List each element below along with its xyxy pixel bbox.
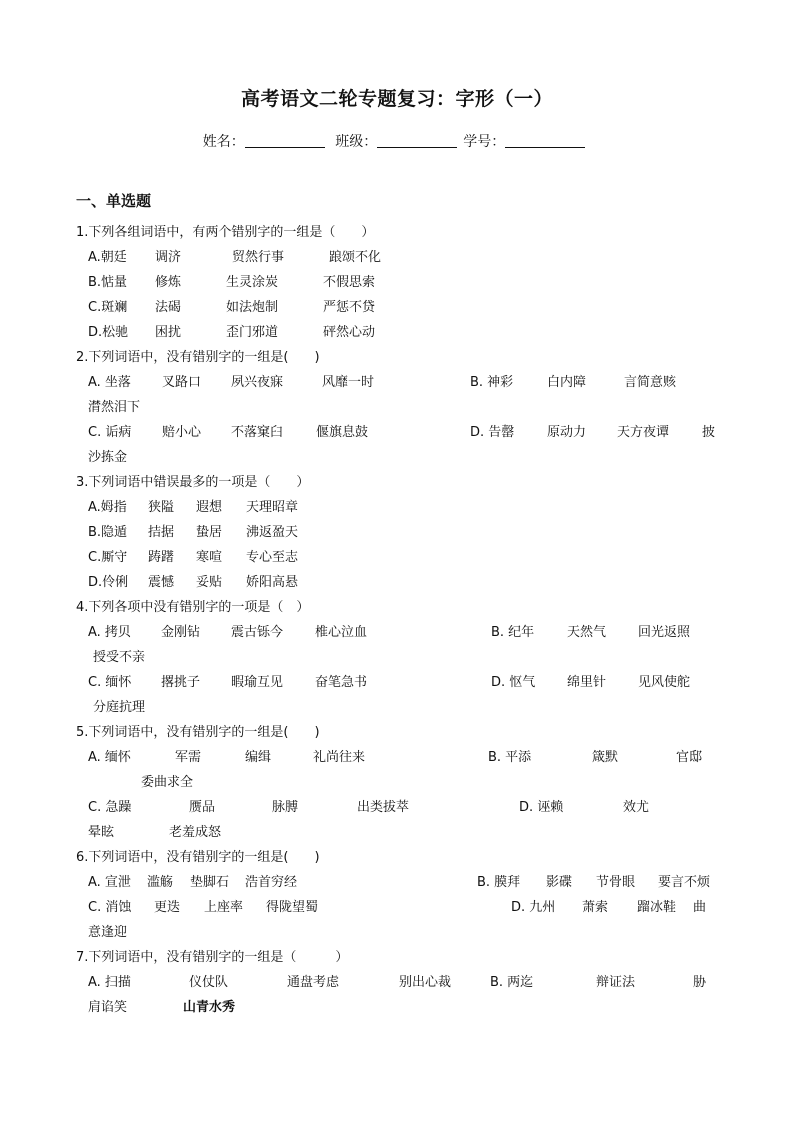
q2-a-4: 风靡一时: [322, 375, 375, 390]
q4-c-3: 暇瑜互见: [231, 675, 284, 690]
q3-a-3: 遐想: [196, 500, 223, 515]
q1-a-1: A.朝廷: [88, 250, 127, 265]
q2-b-2: 白内障: [547, 375, 587, 390]
q5-d-3: 晕眩: [88, 825, 115, 840]
class-label: 班级：: [335, 134, 378, 150]
q6-a-1: A. 宣泄: [88, 875, 131, 890]
q1-a-2: 调济: [155, 250, 182, 265]
q6-b-1: B. 膜拜: [477, 875, 521, 890]
q6-c-1: C. 消蚀: [88, 900, 132, 915]
q3-b-3: 蛰居: [196, 525, 223, 540]
q6-b-4: 要言不烦: [658, 875, 711, 890]
question-7-stem: 7.下列词语中，没有错别字的一组是（ ）: [76, 950, 349, 965]
q2-c-2: 赔小心: [162, 425, 202, 440]
q4-a-2: 金刚钻: [161, 625, 201, 640]
q4-c-2: 撂挑子: [161, 675, 201, 690]
q6-c-3: 上座率: [204, 900, 244, 915]
q6-b-3: 节骨眼: [596, 875, 636, 890]
q4-b-3: 回光返照: [638, 625, 691, 640]
q1-b-2: 修炼: [155, 275, 182, 290]
q4-a-4: 椎心泣血: [315, 625, 368, 640]
q6-c-2: 更迭: [154, 900, 181, 915]
question-3-stem: 3.下列词语中错误最多的一项是（ ）: [76, 475, 310, 490]
q7-b-2: 辩证法: [596, 975, 636, 990]
q5-b-3: 官邸: [676, 750, 703, 765]
q3-a-1: A.姆指: [88, 500, 127, 515]
q1-c-2: 法碣: [155, 300, 182, 315]
q5-d-1: D. 诬赖: [519, 800, 564, 815]
q2-a-2: 叉路口: [162, 375, 202, 390]
q5-b-continued: 委曲求全: [141, 775, 194, 790]
q4-d-3: 见风使舵: [638, 675, 691, 690]
q3-d-1: D.伶俐: [88, 575, 129, 590]
q3-b-2: 拮据: [148, 525, 175, 540]
q3-d-3: 妥贴: [196, 575, 223, 590]
q5-a-4: 礼尚往来: [313, 750, 366, 765]
q3-d-4: 娇阳高悬: [246, 575, 299, 590]
q6-a-3: 垫脚石: [190, 875, 230, 890]
q5-c-4: 出类拔萃: [357, 800, 410, 815]
q1-b-3: 生灵涂炭: [226, 275, 279, 290]
q2-a-1: A. 坐落: [88, 375, 131, 390]
q7-a-3: 通盘考虑: [287, 975, 340, 990]
q1-b-4: 不假思索: [323, 275, 376, 290]
q5-c-2: 赝品: [189, 800, 216, 815]
q1-d-1: D.松驰: [88, 325, 129, 340]
q3-c-1: C.厮守: [88, 550, 128, 565]
q5-d-4: 老羞成怒: [169, 825, 222, 840]
section-heading: 一、单选题: [76, 192, 152, 210]
q1-c-1: C.斑斓: [88, 300, 128, 315]
name-label: 姓名：: [202, 134, 245, 150]
class-blank[interactable]: [377, 133, 457, 148]
q4-a-3: 震古铄今: [231, 625, 284, 640]
name-blank[interactable]: [245, 133, 325, 148]
q3-c-2: 踌躇: [148, 550, 175, 565]
q4-a-1: A. 拷贝: [88, 625, 131, 640]
q6-a-4: 浩首穷经: [245, 875, 298, 890]
q2-d-continued: 沙拣金: [88, 450, 128, 465]
q7-a-2: 仪仗队: [189, 975, 229, 990]
q3-b-1: B.隐遁: [88, 525, 128, 540]
q2-d-2: 原动力: [547, 425, 587, 440]
q4-d-continued: 分庭抗理: [93, 700, 146, 715]
q1-a-3: 贸然行事: [232, 250, 285, 265]
question-4-stem: 4.下列各项中没有错别字的一项是（ ）: [76, 600, 310, 615]
q2-b-1: B. 神彩: [470, 375, 514, 390]
q4-c-4: 奋笔急书: [315, 675, 368, 690]
q7-b-1: B. 两迄: [490, 975, 534, 990]
q5-a-2: 军需: [175, 750, 202, 765]
q7-b-4: 肩谄笑: [88, 1000, 128, 1015]
q6-a-2: 滥觞: [147, 875, 174, 890]
question-5-stem: 5.下列词语中，没有错别字的一组是( ): [76, 725, 320, 740]
q3-c-3: 寒喧: [196, 550, 223, 565]
q6-d-2: 萧索: [582, 900, 609, 915]
q3-b-4: 沸返盈天: [246, 525, 299, 540]
id-blank[interactable]: [505, 133, 585, 148]
q4-d-1: D. 怄气: [491, 675, 536, 690]
q2-c-4: 偃旗息鼓: [316, 425, 369, 440]
q5-d-2: 效尤: [623, 800, 650, 815]
q6-d-3: 蹓冰鞋: [637, 900, 677, 915]
q5-b-1: B. 平添: [488, 750, 532, 765]
q2-c-3: 不落窠臼: [231, 425, 284, 440]
q6-d-4: 曲: [693, 900, 707, 915]
q7-a-4: 别出心裁: [399, 975, 452, 990]
q3-c-4: 专心至志: [246, 550, 299, 565]
q5-a-1: A. 缅怀: [88, 750, 131, 765]
q2-a-3: 夙兴夜寐: [231, 375, 284, 390]
q1-a-4: 踉颂不化: [329, 250, 382, 265]
q7-a-1: A. 扫描: [88, 975, 131, 990]
q2-b-continued: 潸然泪下: [88, 400, 141, 415]
q2-d-3: 天方夜谭: [617, 425, 670, 440]
q6-b-2: 影碟: [546, 875, 573, 890]
q2-d-1: D. 告罄: [470, 425, 515, 440]
question-6-stem: 6.下列词语中，没有错别字的一组是( ): [76, 850, 320, 865]
q1-d-4: 砰然心动: [323, 325, 376, 340]
id-label: 学号：: [463, 134, 506, 150]
q5-a-3: 编缉: [245, 750, 272, 765]
q5-b-2: 箴默: [592, 750, 619, 765]
q7-b-5: 山青水秀: [183, 1000, 236, 1015]
q4-d-2: 绵里针: [567, 675, 607, 690]
q3-d-2: 震憾: [148, 575, 175, 590]
q2-d-4: 披: [702, 425, 716, 440]
q4-c-1: C. 缅怀: [88, 675, 132, 690]
q6-d-continued: 意逢迎: [88, 925, 128, 940]
student-info-row: [0, 131, 794, 151]
q1-c-4: 严惩不贷: [323, 300, 376, 315]
q6-c-4: 得陇望蜀: [266, 900, 319, 915]
q3-a-2: 狭隘: [148, 500, 175, 515]
q1-b-1: B.惦量: [88, 275, 128, 290]
q4-b-continued: 授受不亲: [93, 650, 146, 665]
q2-c-1: C. 诟病: [88, 425, 132, 440]
question-1-stem: 1.下列各组词语中，有两个错别字的一组是（ ）: [76, 225, 375, 240]
q6-d-1: D. 九州: [511, 900, 556, 915]
q5-c-1: C. 急躁: [88, 800, 132, 815]
q4-b-1: B. 纪年: [491, 625, 535, 640]
document-title: 高考语文二轮专题复习：字形（一）: [240, 88, 553, 110]
q1-d-2: 困扰: [155, 325, 182, 340]
q2-b-3: 言简意赅: [624, 375, 677, 390]
q4-b-2: 天然气: [567, 625, 607, 640]
q7-b-3: 胁: [693, 975, 707, 990]
q5-c-3: 脉膊: [272, 800, 299, 815]
q3-a-4: 天理昭章: [246, 500, 299, 515]
q1-d-3: 歪门邪道: [226, 325, 279, 340]
question-2-stem: 2.下列词语中，没有错别字的一组是( ): [76, 350, 320, 365]
q1-c-3: 如法炮制: [226, 300, 279, 315]
